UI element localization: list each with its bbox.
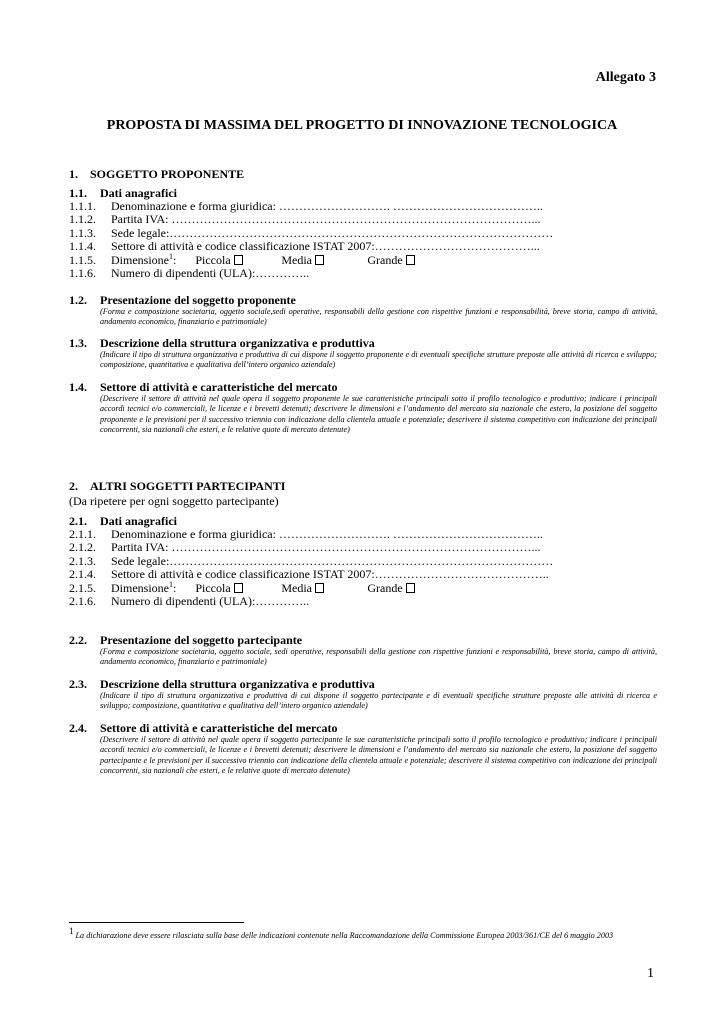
section-1-1-title: Dati anagrafici — [100, 186, 177, 200]
section-2-3-note: (Indicare il tipo di struttura organizzativa e produttiva di cui dispone il soggetto partecipante e di eventuali specifiche strutture preposte alle attività di ricerca e sviluppo; composizione, quantitativa e qualitativa dell’intero organico aziendale) — [100, 691, 657, 711]
option-grande[interactable]: Grande — [367, 582, 414, 595]
field-2-1-3[interactable]: 2.1.3. Sede legale:…………………………………………………………………………………… — [69, 553, 554, 568]
allegato-label: Allegato 3 — [595, 70, 656, 85]
section-2-2-note: (Forma e composizione societaria, oggetto sociale, sedi operative, responsabili della gestione con rispettive funzioni e responsabilità, breve storia, campo di attività, andamento economico, finanziario e patrimoniale) — [100, 647, 657, 667]
footnote-ref: 1 — [169, 251, 173, 261]
field-1-1-1[interactable]: 1.1.1. Denominazione e forma giuridica: ………………………. ……………………………….. — [69, 199, 543, 213]
field-2-1-5-dimensione: 2.1.5. Dimensione$^1$: Piccola Media Grande — [69, 582, 657, 595]
section-2-3: 2.3. Descrizione della struttura organizzativa e produttiva (Indicare il tipo di struttura organizzativa e produttiva di cui dispone il soggetto partecipante e di eventuali specifiche strutture preposte alle attività di ricerca e sviluppo; composizione, quantitativa e qualitativa dell’intero organico aziendale) — [69, 677, 657, 711]
section-1-2-note: (Forma e composizione societaria, oggetto sociale,sedi operative, responsabili della gestione con rispettive funzioni e responsabilità, breve storia, campo di attività, andamento economico, finanziario e patrimoniale) — [100, 307, 657, 327]
field-1-1-2[interactable]: 1.1.2. Partita IVA: ………………………………………………………………………………... — [69, 212, 541, 227]
section-1-title: SOGGETTO PROPONENTE — [90, 167, 245, 181]
footnote-ref: 1 — [169, 579, 173, 589]
footnote: 1 La dichiarazione deve essere rilasciata sulla base delle indicazioni contenute nella Raccomandazione della Commissione Europea 2003/361/CE del 6 maggio 2003 — [69, 926, 614, 940]
section-1-1: 1.1. Dati anagrafici 1.1.1. Denominazione e forma giuridica: ………………………. ……………………………….. 1.1.2. Partita IVA: ………………………………………………………………………………... 1.1.3. Sede legale:…………………………………………………………………………………… 1.1.4. Settore di attività e codice classificazione ISTAT 2007:…………………………………... 1.1.5. Dimensione$^1$: Piccola Media Grande 1.1.6. Numero di dipendenti (ULA):………….. — [69, 186, 657, 280]
field-1-1-6[interactable]: 1.1.6. Numero di dipendenti (ULA):………….. — [69, 266, 310, 281]
section-2-subtitle: (Da ripetere per ogni soggetto partecipante) — [69, 494, 279, 508]
page-number: 1 — [647, 966, 654, 981]
section-2-3-title: Descrizione della struttura organizzativa e produttiva — [100, 677, 375, 691]
footnote-text: La dichiarazione deve essere rilasciata sulla base delle indicazioni contenute nella Raccomandazione della Commissione Europea 2003/361/CE del 6 maggio 2003 — [75, 931, 614, 940]
section-1-2: 1.2. Presentazione del soggetto proponente (Forma e composizione societaria, oggetto sociale,sedi operative, responsabili della gestione con rispettive funzioni e responsabilità, breve storia, campo di attività, andamento economico, finanziario e patrimoniale) — [69, 293, 657, 327]
section-2-title: ALTRI SOGGETTI PARTECIPANTI — [90, 479, 286, 493]
field-1-1-5-dimensione: 1.1.5. Dimensione$^1$: Piccola Media Grande — [69, 254, 657, 267]
section-2-2: 2.2. Presentazione del soggetto partecipante (Forma e composizione societaria, oggetto sociale, sedi operative, responsabili della gestione con rispettive funzioni e responsabilità, breve storia, campo di attività, andamento economico, finanziario e patrimoniale) — [69, 633, 657, 667]
field-2-1-4[interactable]: 2.1.4. Settore di attività e codice classificazione ISTAT 2007:…………………………………….. — [69, 567, 549, 582]
section-1-4-note: (Descrivere il settore di attività nel quale opera il soggetto proponente le sue caratteristiche principali sotto il profilo tecnologico e produttivo; indicare i principali accordi tecnici e/o commerciali, le licenze e i brevetti detenuti; descrivere le dimensioni e l’andamento del mercato sia nazionale che estero, la posizione del soggetto proponente e le previsioni per il successivo triennio con indicazione della clientela attuale e potenziale; descrivere il sistema competitivo con indicazione dei principali concorrenti, sia nazionali che esteri, e le relative quote di mercato detenute) — [100, 394, 657, 435]
option-media[interactable]: Media — [281, 582, 367, 595]
checkbox-media[interactable] — [315, 583, 324, 593]
footnote-separator — [69, 922, 244, 923]
option-media[interactable]: Media — [281, 254, 367, 267]
option-grande[interactable]: Grande — [367, 254, 414, 267]
section-2-4-note: (Descrivere il settore di attività nel quale opera il soggetto partecipante le sue caratteristiche principali sotto il profilo tecnologico e produttivo; indicare i principali accordi tecnici e/o commerciali, le licenze e i brevetti detenuti; descrivere le dimensioni e l’andamento del mercato sia nazionale che estero, la posizione del soggetto partecipante e le previsioni per il successivo triennio con indicazione della clientela attuale e potenziale; descrivere il sistema competitivo con indicazione dei principali concorrenti, sia nazionali che esteri, e le relative quote di mercato detenute) — [100, 735, 657, 776]
document-title: PROPOSTA DI MASSIMA DEL PROGETTO DI INNOVAZIONE TECNOLOGICA — [106, 118, 618, 133]
field-2-1-1[interactable]: 2.1.1. Denominazione e forma giuridica: ………………………. ……………………………….. — [69, 527, 543, 541]
checkbox-piccola[interactable] — [234, 583, 243, 593]
checkbox-grande[interactable] — [406, 255, 415, 265]
checkbox-grande[interactable] — [406, 583, 415, 593]
field-2-1-6[interactable]: 2.1.6. Numero di dipendenti (ULA):………….. — [69, 594, 310, 609]
section-1-4: 1.4. Settore di attività e caratteristiche del mercato (Descrivere il settore di attività nel quale opera il soggetto proponente le sue caratteristiche principali sotto il profilo tecnologico e produttivo; indicare i principali accordi tecnici e/o commerciali, le licenze e i brevetti detenuti; descrivere le dimensioni e l’andamento del mercato sia nazionale che estero, la posizione del soggetto proponente e le previsioni per il successivo triennio con indicazione della clientela attuale e potenziale; descrivere il sistema competitivo con indicazione dei principali concorrenti, sia nazionali che esteri, e le relative quote di mercato detenute) — [69, 380, 657, 435]
section-2-4-title: Settore di attività e caratteristiche del mercato — [100, 721, 338, 735]
option-piccola[interactable]: Piccola — [195, 582, 281, 595]
section-2-heading: 2. ALTRI SOGGETTI PARTECIPANTI (Da ripetere per ogni soggetto partecipante) — [69, 478, 657, 509]
field-2-1-2[interactable]: 2.1.2. Partita IVA: ………………………………………………………………………………... — [69, 540, 541, 555]
option-piccola[interactable]: Piccola — [195, 254, 281, 267]
section-2-1: 2.1. Dati anagrafici 2.1.1. Denominazione e forma giuridica: ………………………. ……………………………….. 2.1.2. Partita IVA: ………………………………………………………………………………... 2.1.3. Sede legale:…………………………………………………………………………………… 2.1.4. Settore di attività e codice classificazione ISTAT 2007:…………………………………….. 2.1.5. Dimensione$^1$: Piccola Media Grande 2.1.6. Numero di dipendenti (ULA):………….. — [69, 514, 657, 608]
section-1-4-title: Settore di attività e caratteristiche del mercato — [100, 380, 338, 394]
checkbox-media[interactable] — [315, 255, 324, 265]
field-1-1-4[interactable]: 1.1.4. Settore di attività e codice classificazione ISTAT 2007:…………………………………... — [69, 239, 540, 254]
section-1-3-title: Descrizione della struttura organizzativa e produttiva — [100, 336, 375, 350]
section-1-3: 1.3. Descrizione della struttura organizzativa e produttiva (Indicare il tipo di struttura organizzativa e produttiva di cui dispone il soggetto proponente e di eventuali specifiche strutture preposte alle attività di ricerca e sviluppo; composizione, quantitativa e qualitativa dell’intero organico aziendale) — [69, 336, 657, 370]
checkbox-piccola[interactable] — [234, 255, 243, 265]
section-2-4: 2.4. Settore di attività e caratteristiche del mercato (Descrivere il settore di attività nel quale opera il soggetto partecipante le sue caratteristiche principali sotto il profilo tecnologico e produttivo; indicare i principali accordi tecnici e/o commerciali, le licenze e i brevetti detenuti; descrivere le dimensioni e l’andamento del mercato sia nazionale che estero, la posizione del soggetto partecipante e le previsioni per il successivo triennio con indicazione della clientela attuale e potenziale; descrivere il sistema competitivo con indicazione dei principali concorrenti, sia nazionali che esteri, e le relative quote di mercato detenute) — [69, 721, 657, 776]
section-2-1-title: Dati anagrafici — [100, 514, 177, 528]
section-2-2-title: Presentazione del soggetto partecipante — [100, 633, 303, 647]
field-1-1-3[interactable]: 1.1.3. Sede legale:…………………………………………………………………………………… — [69, 225, 554, 240]
section-1-heading: 1. SOGGETTO PROPONENTE — [69, 167, 245, 181]
section-1-3-note: (Indicare il tipo di struttura organizzativa e produttiva di cui dispone il soggetto proponente e di eventuali specifiche strutture preposte alle attività di ricerca e sviluppo; composizione, quantitativa e qualitativa dell’intero organico aziendale) — [100, 350, 657, 370]
section-1-2-title: Presentazione del soggetto proponente — [100, 293, 296, 307]
